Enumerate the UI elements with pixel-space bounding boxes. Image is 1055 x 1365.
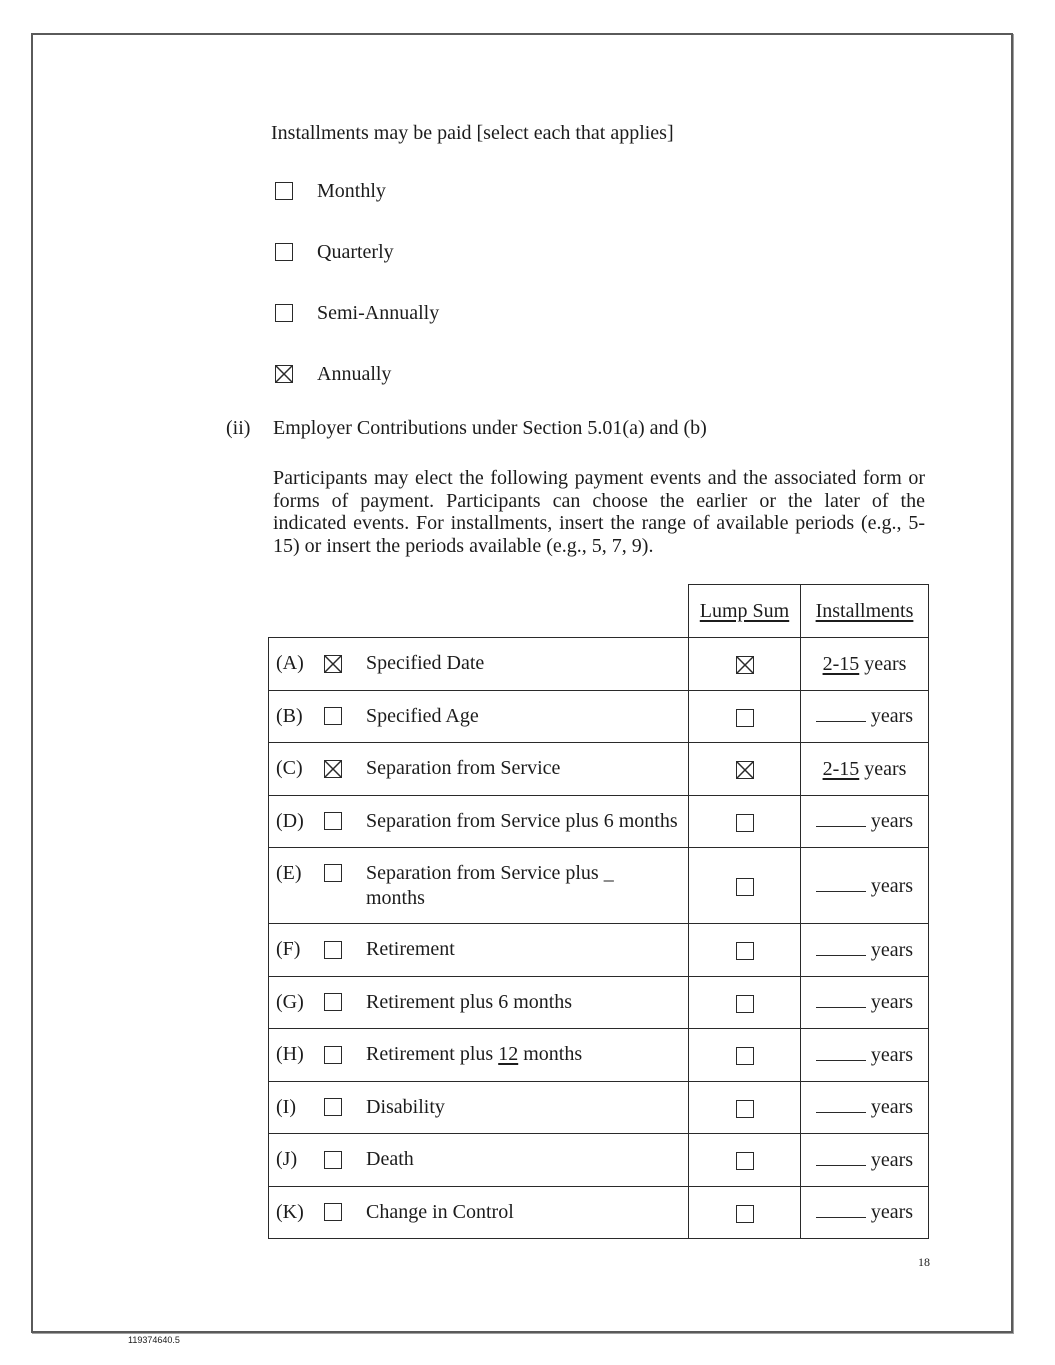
lump-sum-checkbox[interactable]: [736, 942, 754, 960]
event-checkbox-wrap: [324, 1200, 342, 1225]
event-label: [366, 1147, 414, 1172]
installment-frequency-options: [275, 179, 439, 386]
label-text: Retirement plus 6 months: [366, 990, 573, 1013]
installments-period: [816, 877, 866, 892]
event-letter: (A): [276, 652, 304, 675]
event-letter: (D): [276, 809, 304, 832]
table-row: [269, 638, 929, 691]
lump-sum-checkbox[interactable]: [736, 1152, 754, 1170]
lump-sum-cell: [689, 976, 801, 1029]
installment-option: [275, 179, 439, 203]
option-label: Semi-Annually: [317, 302, 440, 324]
installments-unit: years: [870, 938, 914, 961]
label-text: months: [518, 1043, 583, 1066]
installments-period: 2-15: [822, 757, 860, 780]
event-label: [366, 1042, 582, 1067]
payment-event: [276, 651, 688, 676]
lump-sum-checkbox[interactable]: [736, 1100, 754, 1118]
table-row: [269, 924, 929, 977]
lump-sum-cell: [689, 1134, 801, 1187]
event-checkbox[interactable]: [324, 655, 342, 673]
lump-sum-cell: [689, 1029, 801, 1082]
lump-sum-checkbox[interactable]: [736, 709, 754, 727]
lump-sum-cell: [689, 743, 801, 796]
lump-sum-cell: [689, 1081, 801, 1134]
event-checkbox-wrap: [324, 651, 342, 676]
installments-cell: [801, 1134, 929, 1187]
table-row: [269, 743, 929, 796]
event-cell: [269, 1081, 689, 1134]
event-label: [366, 756, 560, 781]
lump-sum-checkbox[interactable]: [736, 814, 754, 832]
installments-unit: years: [870, 705, 914, 728]
event-label: [366, 861, 614, 911]
event-checkbox-wrap: [324, 756, 342, 781]
installments-unit: years: [870, 1096, 914, 1119]
installments-period: [816, 1151, 866, 1166]
document-id: 119374640.5: [128, 1335, 180, 1345]
event-checkbox-wrap: [324, 1095, 342, 1120]
installments-cell: [801, 795, 929, 848]
event-checkbox-wrap: [324, 937, 342, 962]
event-letter: (G): [276, 990, 304, 1013]
installments-header-text: Installments: [815, 600, 914, 622]
payment-event: [276, 990, 688, 1015]
label-text: Specified Date: [366, 652, 485, 675]
event-label: [366, 1095, 445, 1120]
payment-event: [276, 1147, 688, 1172]
label-text: Retirement: [366, 938, 455, 961]
label-text: months: [366, 886, 425, 909]
payment-event: [276, 937, 688, 962]
paragraph-line: 15) or insert the periods available (e.g., 5, 7, 9).: [273, 534, 654, 557]
installments-unit: years: [870, 1043, 914, 1066]
installments-cell: [801, 848, 929, 924]
event-letter: (F): [276, 938, 301, 961]
event-checkbox[interactable]: [324, 993, 342, 1011]
installments-unit: years: [870, 991, 914, 1014]
monthly-checkbox[interactable]: [275, 182, 293, 200]
table-row: [269, 795, 929, 848]
section-heading: Employer Contributions under Section 5.01(a) and (b): [273, 417, 707, 439]
lump-sum-header-text: Lump Sum: [699, 600, 790, 622]
event-label: [366, 651, 484, 676]
event-label: [366, 1200, 514, 1225]
payment-event: [276, 1200, 688, 1225]
x-mark-icon: [325, 656, 341, 672]
x-mark-icon: [276, 366, 292, 382]
section-number: (ii): [226, 417, 251, 439]
x-mark-icon: [737, 657, 753, 673]
table-row: [269, 1081, 929, 1134]
event-cell: [269, 1029, 689, 1082]
installments-unit: years: [870, 1201, 914, 1224]
event-letter: (I): [276, 1095, 296, 1118]
lump-sum-checkbox[interactable]: [736, 656, 754, 674]
installments-period: [816, 812, 866, 827]
event-cell: [269, 1186, 689, 1239]
event-cell: [269, 924, 689, 977]
installments-unit: years: [870, 810, 914, 833]
payment-event: [276, 861, 688, 911]
lump-sum-cell: [689, 848, 801, 924]
lump-sum-checkbox[interactable]: [736, 878, 754, 896]
semi-annually-checkbox[interactable]: [275, 304, 293, 322]
header-spacer: [269, 585, 689, 638]
header-row: [269, 585, 929, 638]
table-row: [269, 976, 929, 1029]
installments-cell: [801, 1029, 929, 1082]
lump-sum-cell: [689, 924, 801, 977]
quarterly-checkbox[interactable]: [275, 243, 293, 261]
paragraph-line: indicated events. For installments, insert the range of available periods (e.g., 5-: [273, 512, 925, 534]
event-letter: (E): [276, 861, 302, 884]
event-checkbox-wrap: [324, 1147, 342, 1172]
event-checkbox-wrap: [324, 990, 342, 1015]
event-checkbox[interactable]: [324, 1203, 342, 1221]
event-checkbox-wrap: [324, 1042, 342, 1067]
table-row: [269, 1186, 929, 1239]
installments-period: [816, 1046, 866, 1061]
table-row: [269, 690, 929, 743]
event-letter: (H): [276, 1043, 304, 1066]
installments-cell: [801, 743, 929, 796]
event-checkbox[interactable]: [324, 1151, 342, 1169]
lump-sum-cell: [689, 1186, 801, 1239]
event-letter: (K): [276, 1200, 304, 1223]
option-label: Quarterly: [317, 241, 394, 263]
event-cell: [269, 690, 689, 743]
event-cell: [269, 976, 689, 1029]
paragraph-line: Participants may elect the following payment events and the associated form or: [273, 467, 925, 489]
installment-option: [275, 362, 439, 386]
event-checkbox[interactable]: [324, 1098, 342, 1116]
installments-unit: years: [870, 874, 914, 897]
installments-cell: [801, 1081, 929, 1134]
event-checkbox[interactable]: [324, 1046, 342, 1064]
payment-event: [276, 809, 688, 834]
event-checkbox-wrap: [324, 809, 342, 834]
installment-option: [275, 240, 439, 264]
installments-cell: [801, 638, 929, 691]
installments-period: [816, 707, 866, 722]
lump-sum-cell: [689, 690, 801, 743]
installment-option: [275, 301, 439, 325]
payment-events-table: [268, 584, 929, 1239]
event-checkbox-wrap: [324, 861, 342, 886]
event-letter: (C): [276, 757, 303, 780]
event-label: [366, 990, 572, 1015]
installments-unit: years: [864, 652, 907, 675]
label-text: Separation from Service plus 6 months: [366, 809, 678, 832]
installments-cell: [801, 976, 929, 1029]
label-text: Retirement plus: [366, 1043, 499, 1066]
event-label: [366, 809, 678, 834]
installments-period: [816, 1203, 866, 1218]
payment-event: [276, 704, 688, 729]
installments-cell: [801, 690, 929, 743]
table-body: [269, 638, 929, 1239]
payment-event: [276, 1042, 688, 1067]
event-checkbox[interactable]: [324, 941, 342, 959]
event-checkbox-wrap: [324, 704, 342, 729]
annually-checkbox[interactable]: [275, 365, 293, 383]
lump-sum-checkbox[interactable]: [736, 1047, 754, 1065]
installments-intro: Installments may be paid [select each that applies]: [271, 122, 674, 144]
installments-period: [816, 993, 866, 1008]
underlined-value: 12: [498, 1043, 519, 1066]
lump-sum-cell: [689, 638, 801, 691]
paragraph-line: forms of payment. Participants can choose the earlier or the later of the: [273, 489, 925, 512]
event-letter: (B): [276, 704, 303, 727]
installments-period: [816, 1098, 866, 1113]
installments-header: [801, 585, 929, 638]
label-text: Change in Control: [366, 1200, 514, 1223]
label-text: Disability: [366, 1095, 445, 1118]
installments-unit: years: [864, 757, 907, 780]
payment-event: [276, 756, 688, 781]
label-text: Separation from Service: [366, 757, 561, 780]
x-mark-icon: [737, 762, 753, 778]
event-cell: [269, 848, 689, 924]
event-checkbox[interactable]: [324, 864, 342, 882]
event-checkbox[interactable]: [324, 760, 342, 778]
installments-unit: years: [870, 1148, 914, 1171]
option-label: Monthly: [317, 180, 386, 202]
x-mark-icon: [325, 761, 341, 777]
lump-sum-checkbox[interactable]: [736, 761, 754, 779]
event-cell: [269, 1134, 689, 1187]
installments-cell: [801, 1186, 929, 1239]
table-row: [269, 1029, 929, 1082]
instructions-paragraph: [273, 467, 925, 557]
event-label: [366, 704, 479, 729]
event-checkbox[interactable]: [324, 812, 342, 830]
event-cell: [269, 743, 689, 796]
label-text: Specified Age: [366, 704, 479, 727]
lump-sum-checkbox[interactable]: [736, 1205, 754, 1223]
installments-cell: [801, 924, 929, 977]
event-letter: (J): [276, 1148, 298, 1171]
event-cell: [269, 638, 689, 691]
option-label: Annually: [317, 363, 392, 385]
event-cell: [269, 795, 689, 848]
event-label: [366, 937, 455, 962]
table-row: [269, 1134, 929, 1187]
lump-sum-cell: [689, 795, 801, 848]
installments-period: [816, 941, 866, 956]
label-text: Death: [366, 1148, 414, 1171]
label-text: Separation from Service plus _: [366, 861, 614, 884]
page-number: 18: [918, 1255, 930, 1269]
lump-sum-header: [689, 585, 801, 638]
installments-period: 2-15: [822, 652, 860, 675]
payment-event: [276, 1095, 688, 1120]
event-checkbox[interactable]: [324, 707, 342, 725]
lump-sum-checkbox[interactable]: [736, 995, 754, 1013]
table-row: [269, 848, 929, 924]
